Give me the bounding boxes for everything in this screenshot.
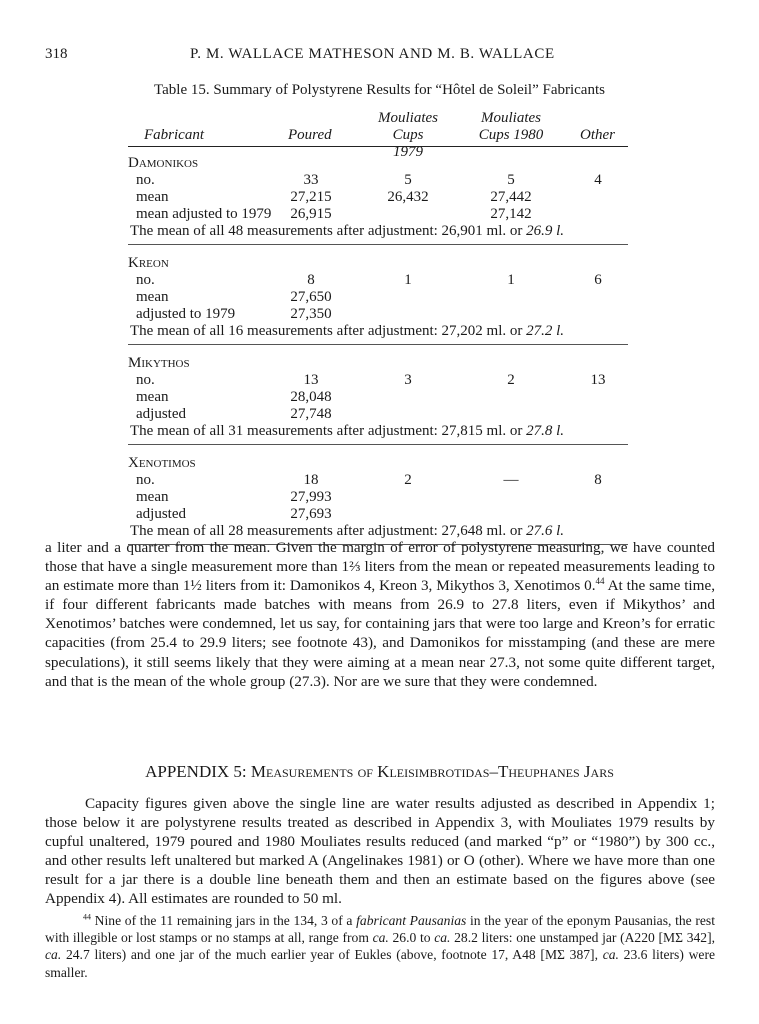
row-label: mean	[136, 489, 169, 505]
table-row	[128, 172, 628, 189]
group-summary	[130, 223, 630, 240]
table-row	[128, 272, 628, 289]
appendix-prefix: APPENDIX 5:	[145, 762, 251, 781]
group-divider	[128, 444, 628, 445]
table-row	[128, 489, 628, 506]
group-summary	[130, 323, 630, 340]
col-cups1980	[476, 110, 546, 144]
table-header	[128, 108, 628, 160]
table-row	[128, 372, 628, 389]
cell-cups1979: 5	[404, 172, 412, 188]
cell-poured: 27,693	[290, 506, 332, 522]
cell-other: 6	[594, 272, 602, 288]
row-label: adjusted to 1979	[136, 306, 236, 322]
cell-cups1979: 26,432	[387, 189, 429, 205]
group-divider	[128, 244, 628, 245]
row-label: mean	[136, 289, 169, 305]
table-row	[128, 189, 628, 206]
group-name: Damonikos	[128, 155, 199, 171]
row-label: no.	[136, 472, 155, 488]
footnote-italic: fabricant Pausanias	[356, 913, 467, 928]
para2-text: Capacity figures given above the single line are water results adjusted as described in Appendix 1; those below it are polystyrene results treated as described in Appendix 3, with Mouliates 1979 results by cupful unaltered, 1979 poured and 1980 Mouliates results reduced (and marked “p” or “1980”) by 300 cc., and other results left unaltered but marked A (Angelinakes 1981) or O (other). Where we have more than one result for a jar there is a double line beneath them and then an estimate based on the figures above (see Appendix 4). All estimates are rounded to 50 ml.	[45, 795, 715, 908]
cell-cups1980: 1	[507, 272, 515, 288]
footnote-italic: ca.	[372, 930, 389, 946]
cell-cups1980: —	[503, 472, 519, 488]
appendix-title: Measurements of Kleisimbrotidas–Theuphanes Jars	[250, 762, 614, 781]
footnote	[45, 912, 715, 981]
group-name: Kreon	[128, 255, 169, 271]
summary-value: 27.8 l.	[526, 423, 565, 439]
cell-other: 8	[594, 472, 602, 488]
col-cups1979-line1: Mouliates	[378, 110, 438, 126]
footnote-text: 26.0 to	[388, 930, 435, 946]
table-row	[128, 406, 628, 423]
col-cups1980-line2: Cups 1980	[478, 127, 544, 143]
table-row	[128, 206, 628, 223]
cell-poured: 13	[303, 372, 319, 388]
cell-cups1980: 27,442	[490, 189, 532, 205]
cell-poured: 26,915	[290, 206, 332, 222]
group-name: Mikythos	[128, 355, 190, 371]
table-row	[128, 306, 628, 323]
summary-value: 27.2 l.	[526, 323, 565, 339]
cell-poured: 28,048	[290, 389, 332, 405]
col-cups1979	[376, 110, 440, 161]
cell-poured: 27,350	[290, 306, 332, 322]
footnote-text: Nine of the 11 remaining jars in the 134, 3 of a	[91, 913, 357, 928]
footnote-italic: ca.	[434, 930, 451, 946]
footnote-italic: ca.	[602, 947, 619, 963]
row-label: mean	[136, 389, 169, 405]
cell-cups1980: 27,142	[490, 206, 532, 222]
cell-other: 13	[590, 372, 606, 388]
summary-text: The mean of all 31 measurements after adjustment: 27,815 ml. or	[130, 423, 527, 439]
cell-cups1979: 2	[404, 472, 412, 488]
footnote-text: 28.2 liters: one unstamped jar (A220 [ΜΣ 342],	[450, 930, 716, 946]
group-summary	[130, 423, 630, 440]
cell-poured: 27,215	[290, 189, 332, 205]
cell-cups1980: 2	[507, 372, 515, 388]
cell-poured: 18	[303, 472, 319, 488]
body-paragraph-2	[45, 794, 715, 909]
footnote-text: 24.7 liters) and one jar of the much earlier year of Eukles (above, footnote 17, A48 [ΜΣ 387],	[61, 947, 603, 963]
summary-value: 27.6 l.	[526, 523, 565, 539]
footnote-italic: ca.	[45, 947, 62, 963]
summary-text: The mean of all 48 measurements after adjustment: 26,901 ml. or	[130, 223, 527, 239]
table-caption: Table 15. Summary of Polystyrene Results for “Hôtel de Soleil” Fabricants	[154, 82, 605, 98]
cell-other: 4	[594, 172, 602, 188]
cell-poured: 8	[307, 272, 315, 288]
col-poured: Poured	[288, 127, 332, 143]
row-label: no.	[136, 172, 155, 188]
page-number: 318	[45, 46, 68, 62]
col-fabricant: Fabricant	[144, 127, 204, 143]
col-other: Other	[580, 127, 615, 143]
cell-poured: 27,993	[290, 489, 332, 505]
footnote-text: 23.6 liters) were smaller.	[45, 947, 715, 980]
row-label: no.	[136, 272, 155, 288]
row-label: adjusted	[136, 506, 186, 522]
footnote-number: 44	[83, 912, 91, 922]
para1-text-b: At the same time, if four different fabricants made batches with means from 26.9 to 27.8 liters, even if Mikythos’ and Xenotimos’ batches were condemned, let us say, for containing jars that were too large and Kreon’s for erratic capacities (from 25.4 to 29.9 liters; see footnote 43), and Damonikos for misstamping (and these are mere speculations), it still seems likely that they were aiming at a mean near 27.3, not some quite different target, and that is the mean of the whole group (27.3). Nor are we sure that they were condemned.	[45, 577, 715, 690]
table-row	[128, 289, 628, 306]
results-table	[128, 108, 628, 545]
cell-cups1979: 1	[404, 272, 412, 288]
summary-text: The mean of all 16 measurements after adjustment: 27,202 ml. or	[130, 323, 527, 339]
cell-cups1979: 3	[404, 372, 412, 388]
para1-text-a: a liter and a quarter from the mean. Given the margin of error of polystyrene measuring, we have counted those that have a single measurement more than 1⅔ liters from the mean or repeated measurements leading to an estimate more than 1½ liters from it: Damonikos 4, Kreon 3, Mikythos 3, Xenotimos 0.	[45, 539, 715, 595]
table-row	[128, 389, 628, 406]
cell-poured: 27,748	[290, 406, 332, 422]
row-label: mean adjusted to 1979	[136, 206, 272, 222]
row-label: no.	[136, 372, 155, 388]
appendix-heading	[0, 762, 759, 782]
running-title: P. M. WALLACE MATHESON AND M. B. WALLACE	[190, 46, 555, 62]
footnote-ref: 44	[595, 576, 605, 587]
cell-cups1980: 5	[507, 172, 515, 188]
row-label: adjusted	[136, 406, 186, 422]
summary-value: 26.9 l.	[526, 223, 565, 239]
col-cups1979-line2: Cups 1979	[392, 127, 424, 160]
footnote-text: in the year of the eponym Pausanias, the rest with illegible or lost stamps or no stamps at all, range from	[45, 913, 715, 946]
group-name: Xenotimos	[128, 455, 196, 471]
table-row	[128, 472, 628, 489]
group-divider	[128, 344, 628, 345]
body-paragraph	[45, 538, 715, 691]
cell-poured: 27,650	[290, 289, 332, 305]
cell-poured: 33	[303, 172, 319, 188]
col-cups1980-line1: Mouliates	[481, 110, 541, 126]
table-row	[128, 506, 628, 523]
summary-text: The mean of all 28 measurements after adjustment: 27,648 ml. or	[130, 523, 527, 539]
row-label: mean	[136, 189, 169, 205]
